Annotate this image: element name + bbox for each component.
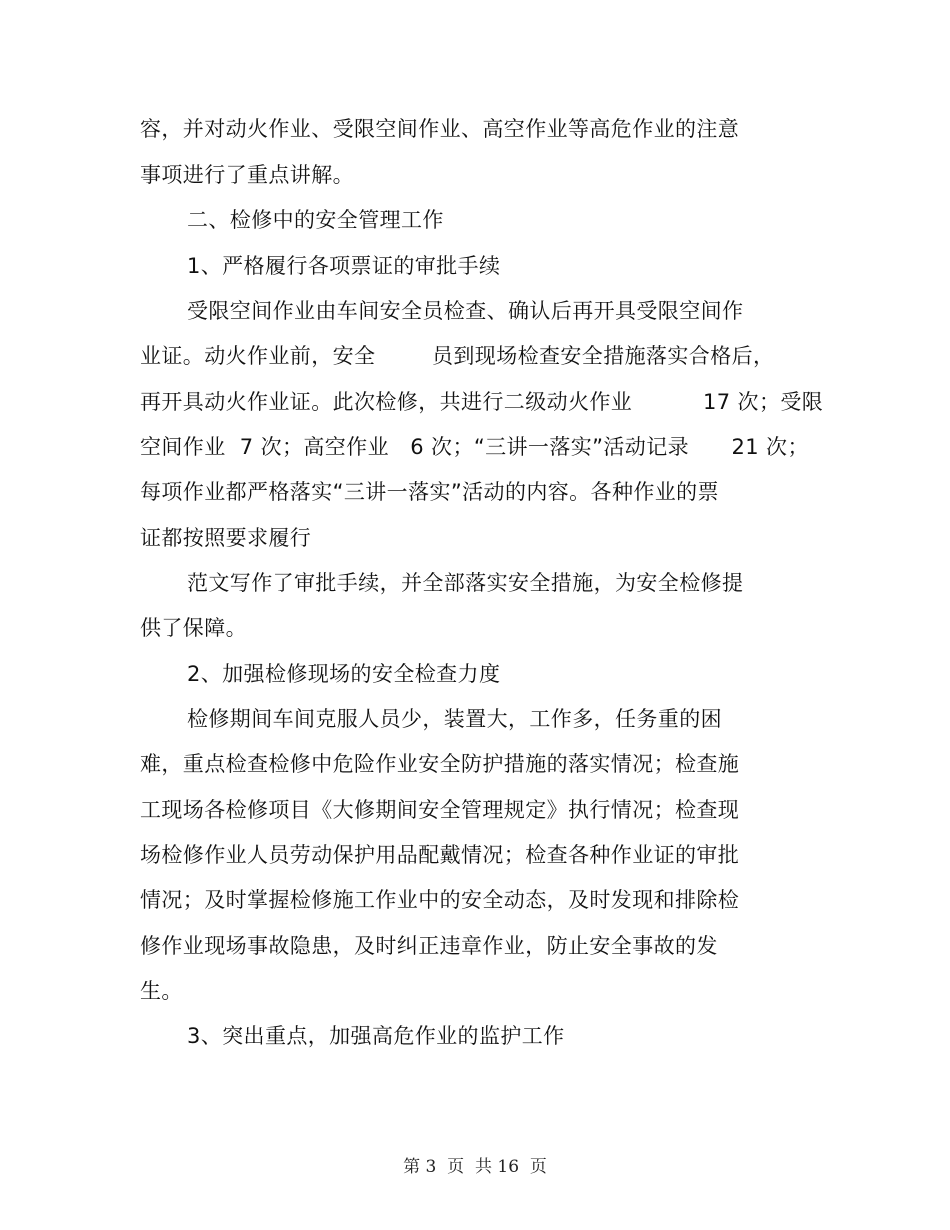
paragraph-line: 事项进行了重点讲解。 xyxy=(140,163,354,187)
paragraph-line: 生。 xyxy=(140,979,183,1003)
subsection-heading: 1、严格履行各项票证的审批手续 xyxy=(187,254,501,278)
paragraph-line: 容，并对动火作业、受限空间作业、高空作业等高危作业的注意 xyxy=(140,117,740,141)
subsection-heading: 3、突出重点，加强高危作业的监护工作 xyxy=(187,1024,565,1048)
paragraph-line: 范文写作了审批手续，并全部落实安全措施，为安全检修提 xyxy=(187,571,744,595)
paragraph-line: 供了保障。 xyxy=(140,616,247,640)
paragraph-line: 工现场各检修项目《大修期间安全管理规定》执行情况；检查现 xyxy=(140,798,740,822)
page-number-footer: 第 3 页 共 16 页 xyxy=(403,1157,547,1177)
paragraph-line: 修作业现场事故隐患，及时纠正违章作业，防止安全事故的发 xyxy=(140,934,718,958)
paragraph-line: 检修期间车间克服人员少，装置大，工作多，任务重的困 xyxy=(187,707,722,731)
paragraph-line: 业证。动火作业前，安全 员到现场检查安全措施落实合格后， xyxy=(140,344,775,368)
paragraph-line: 难，重点检查检修中危险作业安全防护措施的落实情况；检查施 xyxy=(140,752,740,776)
section-heading: 二、检修中的安全管理工作 xyxy=(187,208,444,232)
subsection-heading: 2、加强检修现场的安全检查力度 xyxy=(187,662,501,686)
paragraph-line: 受限空间作业由车间安全员检查、确认后再开具受限空间作 xyxy=(187,299,744,323)
paragraph-line: 每项作业都严格落实“三讲一落实”活动的内容。各种作业的票 xyxy=(140,480,719,504)
paragraph-line: 情况；及时掌握检修施工作业中的安全动态，及时发现和排除检 xyxy=(140,888,740,912)
paragraph-line: 证都按照要求履行 xyxy=(140,526,312,550)
paragraph-line: 场检修作业人员劳动保护用品配戴情况；检查各种作业证的审批 xyxy=(140,843,740,867)
paragraph-line: 再开具动火作业证。此次检修，共进行二级动火作业 17 次；受限 xyxy=(140,390,824,414)
paragraph-line: 空间作业 7 次；高空作业 6 次；“三讲一落实”活动记录 21 次； xyxy=(140,435,809,459)
